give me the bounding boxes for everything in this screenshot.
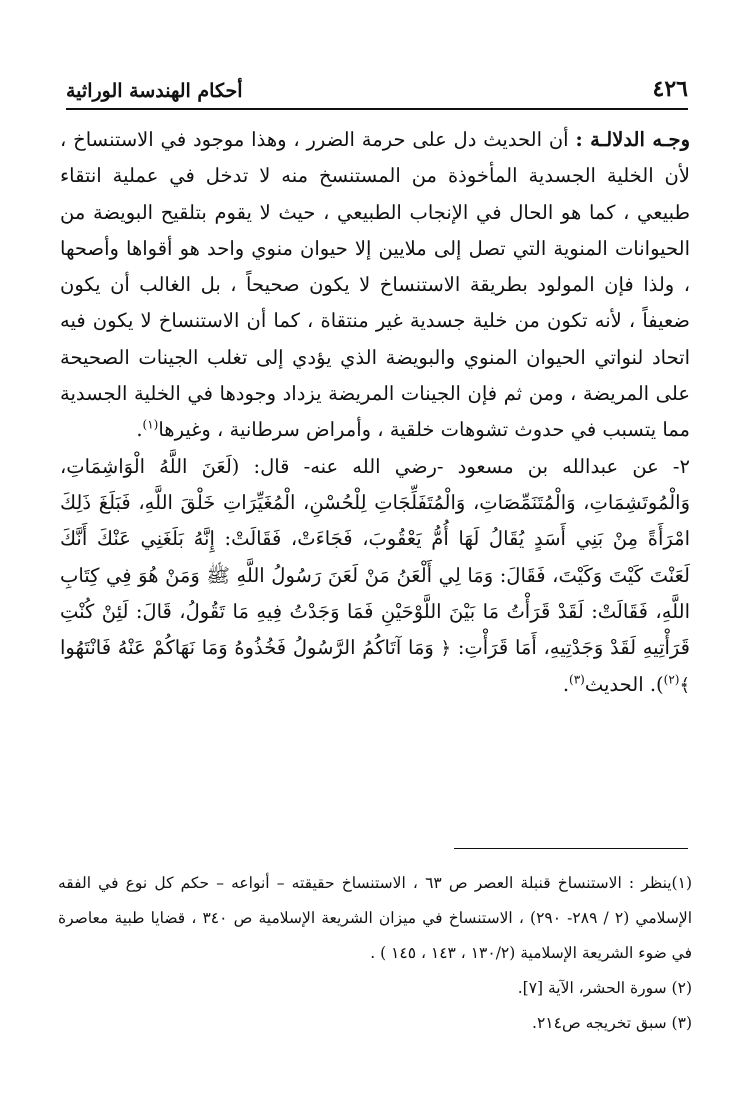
header-rule — [66, 108, 688, 110]
footnote-2: (٢) سورة الحشر، الآية [٧]. — [517, 979, 692, 997]
evidence-label: وجـه الدلالـة : — [575, 128, 690, 151]
evidence-end: . — [136, 418, 143, 442]
hadith-end: . — [562, 673, 570, 697]
footnote-3: (٣) سبق تخريجه ص٢١٤. — [532, 1014, 692, 1032]
footnote-separator — [454, 848, 688, 849]
hadith-close: ). الحديث — [584, 673, 664, 697]
footnote-ref-1[interactable]: (١) — [142, 417, 159, 432]
page-number: ٤٢٦ — [652, 76, 688, 102]
quran-open-bracket: ﴿ — [440, 638, 452, 660]
hadith-text: ٢- عن عبدالله بن مسعود -رضي الله عنه- قال: (لَعَنَ اللَّهُ الْوَاشِمَاتِ، وَالْمُوتَشِمَاتِ، وَالْمُتَنَمِّصَاتِ، وَالْمُتَفَلِّجَاتِ لِلْحُسْنِ، الْمُغَيِّرَاتِ خَلْقَ اللَّهِ، فَبَلَغَ ذَلِكَ امْرَأَةً مِنْ بَنِي أَسَدٍ يُقَالُ لَهَا أُمُّ يَعْقُوبَ، فَجَاءَتْ، فَقَالَتْ: إِنَّهُ بَلَغَنِي عَنْكَ أَنَّكَ لَعَنْتَ كَيْتَ وَكَيْتَ، فَقَالَ: وَمَا لِي أَلْعَنُ مَنْ لَعَنَ رَسُولُ اللَّهِ ﷺ وَمَنْ هُوَ فِي كِتَابِ اللَّهِ، فَقَالَتْ: لَقَدْ قَرَأْتُ مَا بَيْنَ اللَّوْحَيْنِ فَمَا وَجَدْتُ فِيهِ مَا تَقُولُ، قَالَ: لَئِنْ كُنْتِ قَرَأْتِيهِ لَقَدْ وَجَدْتِيهِ، أَمَا قَرَأْتِ: — [60, 454, 690, 660]
page-header — [66, 66, 688, 102]
quran-verse: وَمَا آتَاكُمُ الرَّسُولُ فَخُذُوهُ وَمَا نَهَاكُمْ عَنْهُ فَانْتَهُوا — [60, 636, 441, 660]
quran-close-bracket: ﴾ — [679, 675, 690, 697]
evidence-text: أن الحديث دل على حرمة الضرر ، وهذا موجود في الاستنساخ ، لأن الخلية الجسدية المأخوذة من المستنسخ منه لا تدخل في عملية انتقاء طبيعي ، كما هو الحال في الإنجاب الطبيعي ، حيث لا يقوم بتلقيح البويضة من الحيوانات المنوية التي تصل إلى ملايين إلا حيوان منوي واحد هو أقواها وأصحها ، ولذا فإن المولود بطريقة الاستنساخ لا يكون صحيحاً ، بل الغالب أن يكون ضعيفاً ، لأنه تكون من خلية جسدية غير منتقاة ، كما أن الاستنساخ لا يكون فيه اتحاد لنواتي الحيوان المنوي والبويضة الذي يؤدي إلى تغلب الجينات الصحيحة على المريضة ، ومن ثم فإن الجينات المريضة يزداد وجودها في الخلية الجسدية مما يتسبب في حدوث تشوهات خلقية ، وأمراض سرطانية ، وغيرها — [60, 128, 690, 442]
footnotes — [58, 866, 692, 1041]
footnote-ref-2[interactable]: (٢) — [663, 672, 680, 687]
main-text — [60, 122, 690, 705]
running-title: أحكام الهندسة الوراثية — [66, 80, 243, 102]
paragraph-hadith — [60, 449, 690, 705]
paragraph-evidence — [60, 122, 690, 449]
footnote-1: (١)ينظر : الاستنساخ قنبلة العصر ص ٦٣ ، الاستنساخ حقيقته – أنواعه – حكم كل نوع في الفقه الإسلامي (٢ / ٢٨٩- ٢٩٠) ، الاستنساخ في ميزان الشريعة الإسلامية ص ٣٤٠ ، قضايا طبية معاصرة في ضوء الشريعة الإسلامية (١٣٠/٢ ، ١٤٣ ، ١٤٥ ) . — [58, 874, 692, 962]
footnote-ref-3[interactable]: (٣) — [569, 672, 585, 687]
